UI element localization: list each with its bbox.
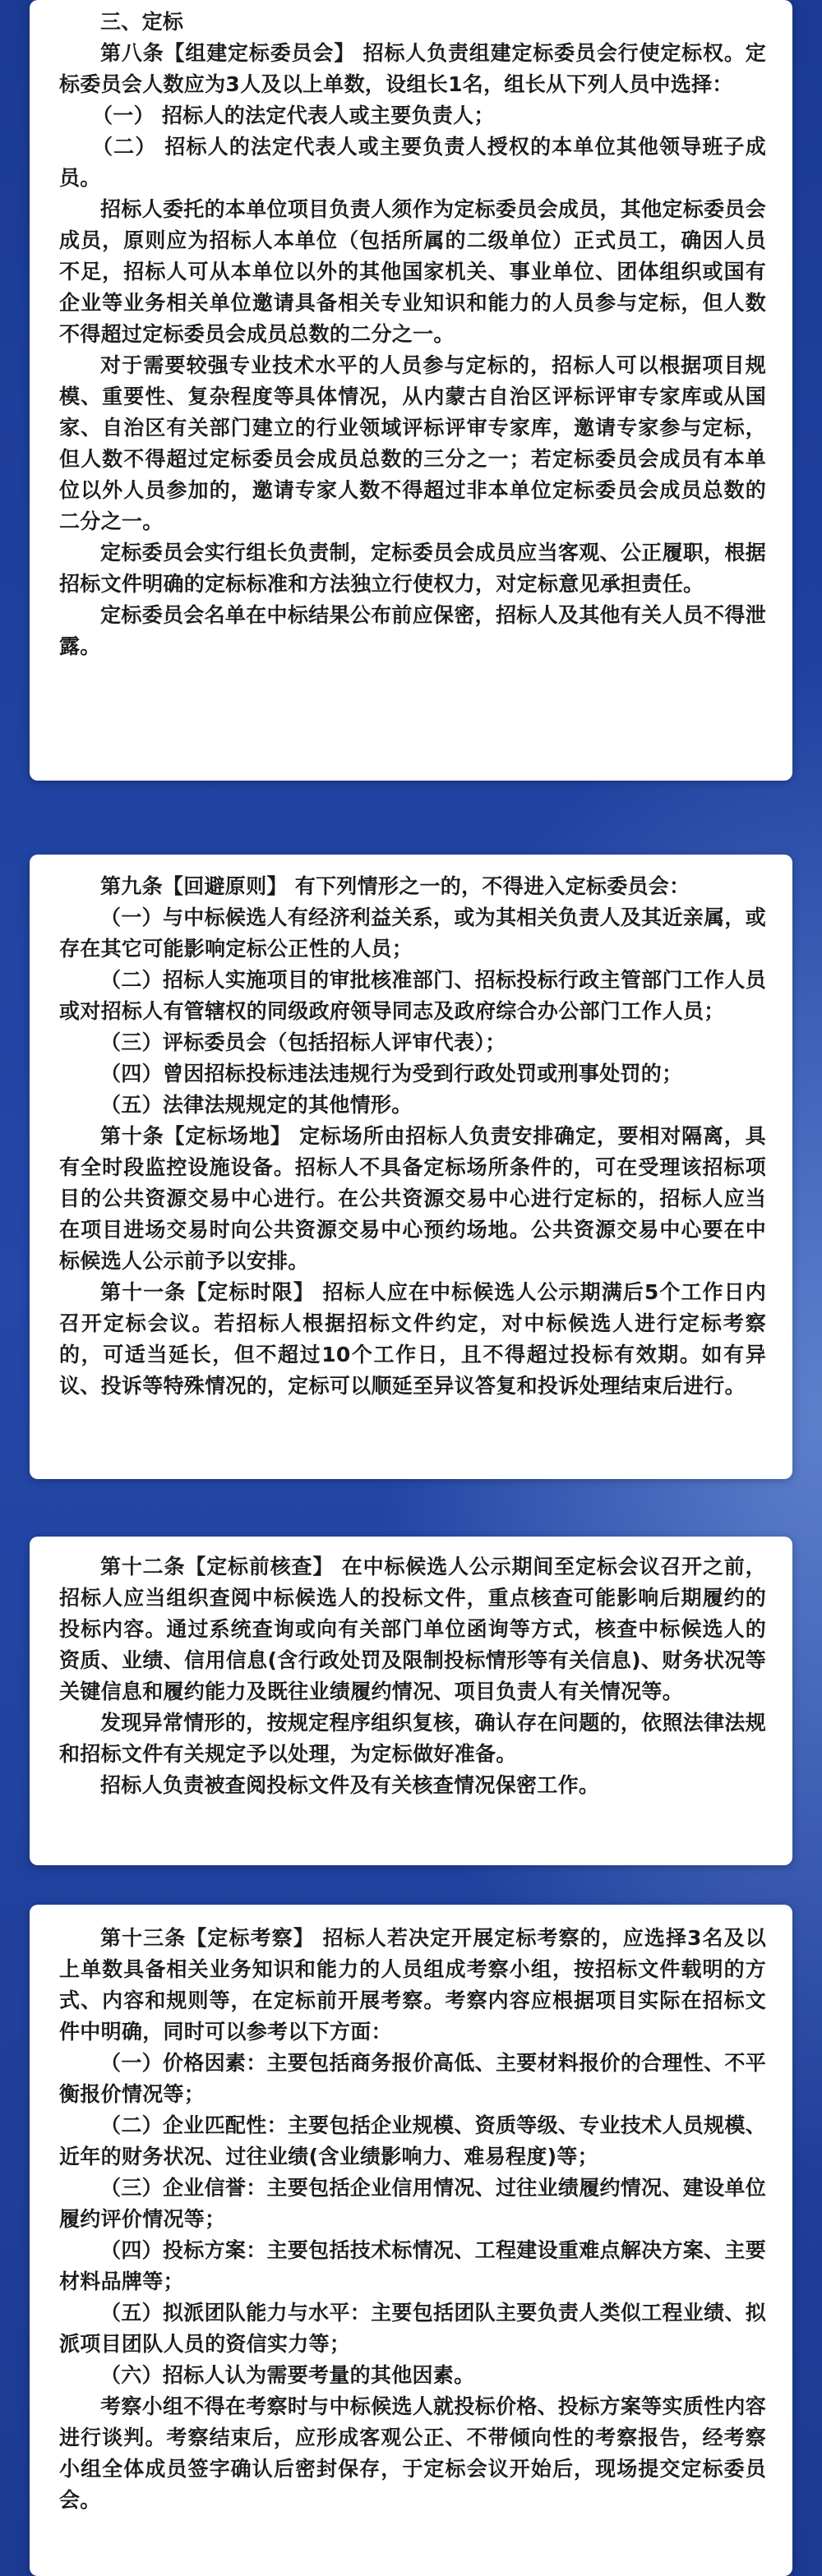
article-10: 第十条【定标场地】 定标场所由招标人负责安排确定，要相对隔离，具有全时段监控设施设备。招标人不具备定标场所条件的，可在受理该招标项目的公共资源交易中心进行。在公共资源交易中心进行定标的，招标人应当在项目进场交易时向公共资源交易中心预约场地。公共资源交易中心要在中标候选人公示前予以安排。 [59, 1124, 766, 1273]
article-11: 第十一条【定标时限】 招标人应在中标候选人公示期满后5个工作日内召开定标会议。若招标人根据招标文件约定，对中标候选人进行定标考察的，可适当延长，但不超过10个工作日，且不得超过投标有效期。如有异议、投诉等特殊情况的，定标可以顺延至异议答复和投诉处理结束后进行。 [59, 1280, 766, 1398]
article-12: 第十二条【定标前核查】 在中标候选人公示期间至定标会议召开之前，招标人应当组织查阅中标候选人的投标文件，重点核查可能影响后期履约的投标内容。通过系统查询或向有关部门单位函询等方式，核查中标候选人的资质、业绩、信用信息(含行政处罚及限制投标情形等有关信息)、财务状况等关键信息和履约能力及既往业绩履约情况、项目负责人有关情况等。 [59, 1555, 766, 1703]
article-8-paragraph: 定标委员会名单在中标结果公布前应保密，招标人及其他有关人员不得泄露。 [59, 603, 766, 658]
article-13-paragraph: 考察小组不得在考察时与中标候选人就投标价格、投标方案等实质性内容进行谈判。考察结束后，应形成客观公正、不带倾向性的考察报告，经考察小组全体成员签字确认后密封保存，于定标会议开始后，现场提交定标委员会。 [59, 2394, 766, 2512]
section-card-definition [30, 0, 792, 781]
article-9-item-4: （四）曾因招标投标违法违规行为受到行政处罚或刑事处罚的； [100, 1062, 683, 1085]
article-8-paragraph: 对于需要较强专业技术水平的人员参与定标的，招标人可以根据项目规模、重要性、复杂程度等具体情况，从内蒙古自治区评标评审专家库或从国家、自治区有关部门建立的行业领域评标评审专家库，邀请专家参与定标，但人数不得超过定标委员会成员总数的三分之一；若定标委员会成员有本单位以外人员参加的，邀请专家人数不得超过非本单位定标委员会成员总数的二分之一。 [59, 353, 766, 533]
article-13-item-1: （一）价格因素：主要包括商务报价高低、主要材料报价的合理性、不平衡报价情况等； [59, 2051, 766, 2106]
article-9-item-2: （二）招标人实施项目的审批核准部门、招标投标行政主管部门工作人员或对招标人有管辖权的同级政府领导同志及政府综合办公部门工作人员； [59, 968, 766, 1023]
article-13-item-3: （三）企业信誉：主要包括企业信用情况、过往业绩履约情况、建设单位履约评价情况等； [59, 2176, 766, 2231]
section-card-precheck [30, 1537, 792, 1865]
article-8-paragraph: 招标人委托的本单位项目负责人须作为定标委员会成员，其他定标委员会成员，原则应为招标人本单位（包括所属的二级单位）正式员工，确因人员不足，招标人可从本单位以外的其他国家机关、事业单位、团体组织或国有企业等业务相关单位邀请具备相关专业知识和能力的人员参与定标，但人数不得超过定标委员会成员总数的二分之一。 [59, 197, 766, 346]
article-13-item-2: （二）企业匹配性：主要包括企业规模、资质等级、专业技术人员规模、近年的财务状况、过往业绩(含业绩影响力、难易程度)等； [59, 2113, 766, 2168]
article-13-item-5: （五）拟派团队能力与水平：主要包括团队主要负责人类似工程业绩、拟派项目团队人员的资信实力等； [59, 2301, 766, 2356]
article-8-item-1: （一） 招标人的法定代表人或主要负责人； [92, 104, 495, 127]
article-13-item-6: （六）招标人认为需要考量的其他因素。 [100, 2363, 475, 2387]
section-heading: 三、定标 [100, 10, 184, 34]
section-card-inspection [30, 1905, 792, 2576]
article-9-item-5: （五）法律法规规定的其他情形。 [100, 1093, 413, 1117]
article-12-paragraph: 发现异常情形的，按规定程序组织复核，确认存在问题的，依照法律法规和招标文件有关规定予以处理，为定标做好准备。 [59, 1711, 766, 1766]
article-12-paragraph: 招标人负责被查阅投标文件及有关核查情况保密工作。 [100, 1773, 600, 1797]
article-8-item-2: （二） 招标人的法定代表人或主要负责人授权的本单位其他领导班子成员。 [59, 135, 766, 190]
article-8: 第八条【组建定标委员会】 招标人负责组建定标委员会行使定标权。定标委员会人数应为3人及以上单数，设组长1名，组长从下列人员中选择： [59, 41, 766, 96]
article-9: 第九条【回避原则】 有下列情形之一的，不得进入定标委员会： [100, 874, 690, 898]
section-card-avoidance [30, 855, 792, 1479]
article-8-paragraph: 定标委员会实行组长负责制，定标委员会成员应当客观、公正履职，根据招标文件明确的定标标准和方法独立行使权力，对定标意见承担责任。 [59, 541, 766, 596]
article-13: 第十三条【定标考察】 招标人若决定开展定标考察的，应选择3名及以上单数具备相关业务知识和能力的人员组成考察小组，按招标文件载明的方式、内容和规则等，在定标前开展考察。考察内容应根据项目实际在招标文件中明确，同时可以参考以下方面： [59, 1926, 766, 2044]
article-13-item-4: （四）投标方案：主要包括技术标情况、工程建设重难点解决方案、主要材料品牌等； [59, 2238, 766, 2293]
article-9-item-3: （三）评标委员会（包括招标人评审代表）； [100, 1030, 506, 1054]
article-9-item-1: （一）与中标候选人有经济利益关系，或为其相关负责人及其近亲属，或存在其它可能影响定标公正性的人员； [59, 906, 766, 961]
